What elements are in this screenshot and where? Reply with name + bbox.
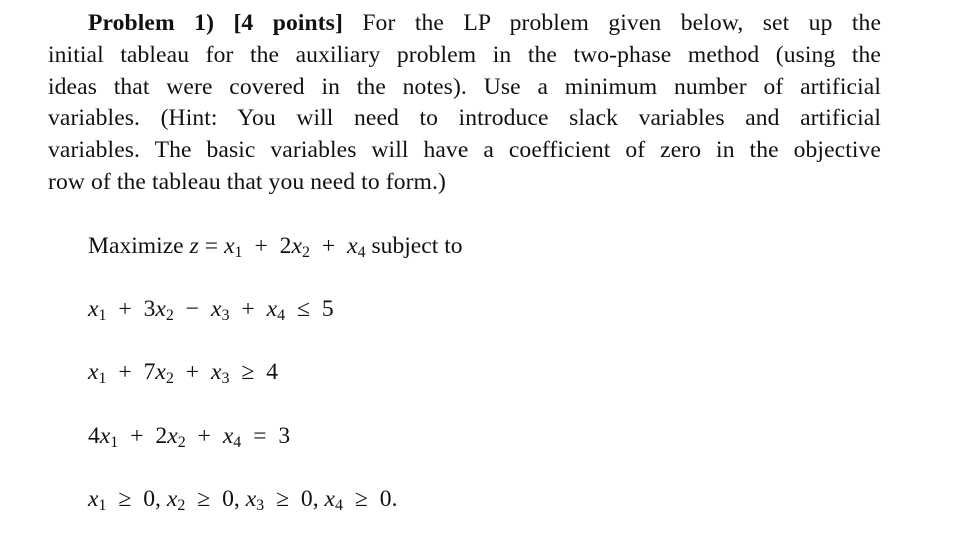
problem-line-4: variables. (Hint: You will need to introduce slack variables and artificial (48, 105, 881, 132)
objective-expression: x1 + 2x2 + x4 (224, 233, 366, 261)
objective-variable: z (189, 233, 199, 259)
constraint-2: x1 + 7x2 + x3 ≥ 4 (88, 359, 279, 387)
problem-line-5: variables. The basic variables will have a coefficient of zero in the objective (48, 137, 881, 164)
nonnegativity-constraints: x1 ≥ 0, x2 ≥ 0, x3 ≥ 0, x4 ≥ 0. (88, 486, 398, 514)
problem-line-1-text: For the LP problem given below, set up the (342, 10, 882, 36)
problem-line-6: row of the tableau that you need to form.) (48, 168, 446, 195)
constraint-1: x1 + 3x2 − x3 + x4 ≤ 5 (88, 296, 334, 324)
problem-points: [4 points] (233, 10, 343, 36)
problem-line-1 (48, 8, 881, 40)
objective-prefix: Maximize (88, 233, 190, 259)
objective-function: Maximize z = x1 + 2x2 + x4 subject to (88, 233, 463, 261)
problem-label: Problem 1) (88, 10, 215, 36)
problem-statement (48, 8, 881, 199)
constraint-3: 4x1 + 2x2 + x4 = 3 (88, 423, 291, 451)
problem-line-2: initial tableau for the auxiliary problem in the two-phase method (using the (48, 41, 881, 68)
objective-suffix: subject to (365, 233, 463, 259)
problem-line-3: ideas that were covered in the notes). Use a minimum number of artificial (48, 73, 881, 100)
